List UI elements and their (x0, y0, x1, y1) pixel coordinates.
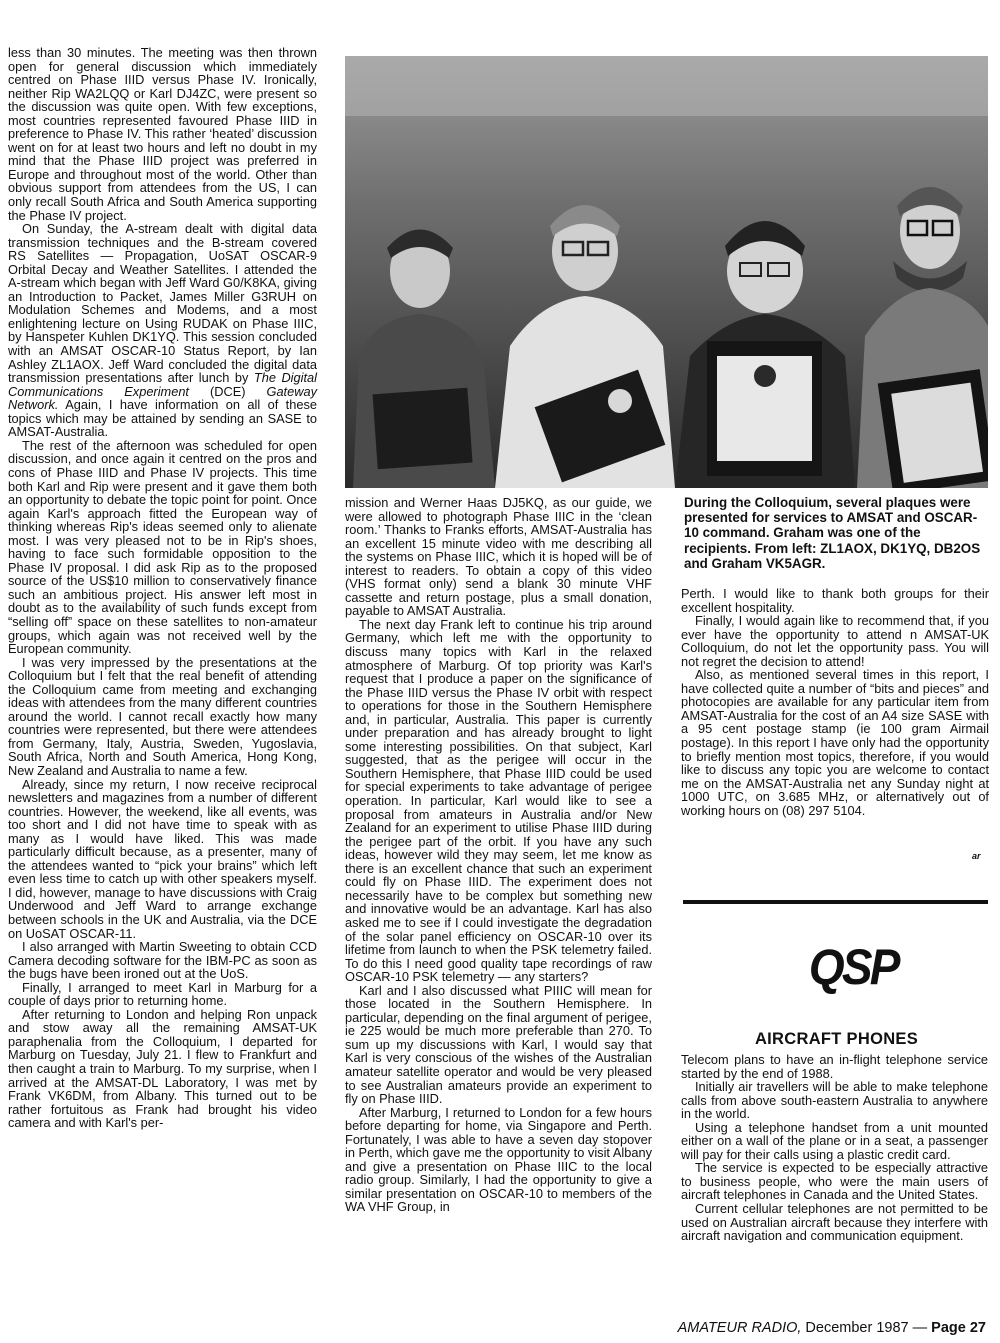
section-heading: AIRCRAFT PHONES (754, 1030, 919, 1048)
section-divider (683, 900, 988, 904)
article-end-mark: ar (972, 851, 981, 861)
paragraph: Also, as mentioned several times in this report, I have collected quite a number of “bits and pieces” and photocopies are available for any particular item from AMSAT-Australia for the cost of an A4 size SASE with a 95 cent postage stamp (ie 100 gram Airmail postage). In this report I have only had the opportunity to briefly mention most topics, therefore, if you would like to discuss any topic you are welcome to contact me on the AMSAT-Australia net any Sunday night at 1000 UTC, on 3.685 MHz, or alternatively out of working hours on (08) 297 5104. (681, 667, 989, 818)
qsp-logo: QSP (808, 939, 898, 995)
paragraph: After Marburg, I returned to London for a few hours before departing for home, via Singapore and Perth. Fortunately, I was able to have a seven day stopover in Perth, which gave me the opportunity to visit Albany and give a presentation on Phase IIIC to the local radio group. Similarly, I had the opportunity to give a similar presentation on OSCAR-10 to members of the WA VHF Group, in (345, 1104, 652, 1215)
paragraph: Using a telephone handset from a unit mounted either on a wall of the plane or in a seat, a passenger will pay for their calls using a plastic credit card. (681, 1119, 988, 1162)
paragraph: Telecom plans to have an in-flight telephone service started by the end of 1988. (681, 1052, 988, 1081)
issue-date: December 1987 — (801, 1320, 932, 1336)
paragraph: After returning to London and helping Ron unpack and stow away all the remaining AMSAT-UK paraphenalia from the Colloquium, I departed for Marburg on Tuesday, July 21. I flew to Frankfurt and then caught a train to Marburg. To my surprise, when I arrived at the AMSAT-DL Laboratory, I was met by Frank VK6DM, from Albany. This turned out to be rather fortuitous as Frank had brought his video camera and with Karl's per- (8, 1006, 317, 1131)
qsp-column (681, 1053, 988, 1243)
paragraph: Finally, I would again like to recommend that, if you ever have the opportunity to attend n AMSAT-UK Colloquium, do not let the opportunity pass. You will not regret the decision to attend! (681, 613, 989, 669)
paragraph: less than 30 minutes. The meeting was then thrown open for general discussion which immediately centred on Phase IIID versus Phase IV. Ironically, neither Rip WA2LQQ or Karl DJ4ZC, were present so the discussion was quite open. With few exceptions, most countries represented favoured Phase IIID in preference to Phase IV. This rather ‘heated’ discussion went on for at least two hours and left no doubt in my mind that the Phase IIID project was preferred in Europe and throughout most of the world. Other than obvious support from attendees from the US, I can only recall South Africa and South America supporting the Phase IV project. (8, 45, 317, 223)
paragraph: mission and Werner Haas DJ5KQ, as our guide, we were allowed to photograph Phase IIIC in the ‘clean room.’ Thanks to Franks efforts, AMSAT-Australia has an excellent 15 minute video with me describing all the systems on Phase IIIC, which it is hoped will be of interest to readers. To obtain a copy of this video (VHS format only) send a blank 30 minute VHF cassette and return postage, plus a small donation, payable to AMSAT Australia. (345, 495, 652, 619)
page-footer (678, 1320, 986, 1336)
paragraph: Karl and I also discussed what PIIIC will mean for those located in the Southern Hemisphere. In particular, depending on the final argument of perigee, ie 225 would be much more preferable than 270. To sum up my discussions with Karl, I would say that Karl is very conscious of the wishes of the Australian amateur satellite operator and would be very pleased to see Australian amateurs provide an experiment to fly on Phase IIID. (345, 982, 652, 1107)
photo-caption: During the Colloquium, several plaques were presented for services to AMSAT and OSCAR-10 command. Graham was one of the recipients. From left: ZL1AOX, DK1YQ, DB2OS and Graham VK5AGR. (684, 495, 981, 571)
photo-illustration (345, 56, 988, 488)
paragraph: Initially air travellers will be able to make telephone calls from above south-eastern Australia to anywhere in the world. (681, 1079, 988, 1122)
paragraph: Current cellular telephones are not permitted to be used on Australian aircraft because they interfere with aircraft navigation and communication equipment. (681, 1201, 988, 1244)
publication-name: AMATEUR RADIO, (677, 1320, 802, 1336)
paragraph: The rest of the afternoon was scheduled for open discussion, and once again it centred on the pros and cons of Phase IIID and Phase IV projects. This time both Karl and Rip were present and it gave them both an opportunity to debate the topic point for point. Once again Karl's approach fitted the European way of thinking whereas Rip's ideas seemed only to alienate most. I was very pleased not to be in Rip's shoes, having to face such formidable opposition to the Phase IV proposal. I did ask Rip as to the proposed source of the US$10 million to conservatively finance such an ambitious project. His answer left most in doubt as to the availability of such funds except from “selling off” space on these satellites to non-amateur groups, which again was not received well by the European community. (8, 437, 317, 657)
paragraph: Perth. I would like to thank both groups for their excellent hospitality. (681, 586, 989, 615)
italic-title: The Digital Communications Experiment (8, 370, 318, 399)
article-column-1 (8, 46, 317, 1130)
paragraph: Already, since my return, I now receive reciprocal newsletters and magazines from a number of different countries. However, the weekend, like all events, was too short and I did not have time to speak with as many as I would have liked. This was made particularly difficult because, as a presenter, many of the attendees wanted to “pick your brains” which left even less time to catch up with other speakers myself. I did, however, manage to have discussions with Craig Underwood and Jeff Ward to arrange exchange between schools in the UK and Australia, via the DCE on UoSAT OSCAR-11. (8, 776, 317, 941)
article-column-3 (681, 587, 989, 817)
paragraph: On Sunday, the A-stream dealt with digital data transmission techniques and the B-stream covered RS Satellites — Propagation, UoSAT OSCAR-9 Orbital Decay and Weather Satellites. I attended the A-stream which began with Jeff Ward G0/K8KA, giving an Introduction to Packet, James Miller G3RUH on Modulation Schemes and Modems, and a most enlightening lecture on Using RUDAK on Phase IIIC, by Hanspeter Kuhlen DK1YQ. This session concluded with an AMSAT OSCAR-10 Status Report, by Ian Ashley ZL1AOX. Jeff Ward concluded the digital data transmission presentations after lunch by The Digital Communications Experiment (DCE) Gateway Network. Again, I have information on all of these topics which may be attained by sending an SASE to AMSAT-Australia. (8, 221, 318, 440)
italic-title: Gateway Network. (8, 383, 317, 413)
page-number: Page 27 (931, 1320, 986, 1336)
paragraph: The next day Frank left to continue his trip around Germany, which left me with the opportunity to discuss many topics with Karl in the relaxed atmosphere of Marburg. Of top priority was Karl's request that I produce a paper on the significance of the Phase IIID versus the Phase IV orbit with respect to operations for those in the Southern Hemisphere and, in particular, Australia. This paper is currently under preparation and has already brought to light some interesting possibilities. On that subject, Karl suggested, that as the perigee will occur in the Southern Hemisphere, that Phase IIID could be used for special experiments to take advantage of perigee operation. In particular, Karl would like to see a proposal from amateurs in Australia and/or New Zealand for an experiment to utilise Phase IIID during the perigee part of the orbit. If you have any such ideas, however wild they may seem, let me know as there is an excellent chance that such an experiment could fly on Phase IIID. The experiment does not necessarily have to be complex but something new and innovative would be an advantage. Karl has also asked me to see if I could investigate the degradation of the solar panel efficiency on OSCAR-10 over its lifetime from launch to when the PSK telemetry failed. To do this I need good quality tape recordings of raw OSCAR-10 PSK telemetry — any starters? (345, 616, 652, 985)
paragraph: I also arranged with Martin Sweeting to obtain CCD Camera decoding software for the IBM-PC as soon as the bugs have been ironed out at the UoS. (8, 939, 317, 982)
paragraph: Finally, I arranged to meet Karl in Marburg for a couple of days prior to returning home. (8, 979, 317, 1009)
plaque-presentation-photo (345, 56, 988, 488)
article-column-2 (345, 496, 652, 1214)
paragraph: The service is expected to be especially attractive to business people, who were the main users of aircraft telephones in Canada and the United States. (681, 1160, 988, 1203)
paragraph: I was very impressed by the presentations at the Colloquium but I felt that the real benefit of attending the Colloquium came from meeting and exchanging ideas with attendees from the many different countries around the world. I cannot recall exactly how many countries were represented, but there were attendees from Germany, Italy, Austria, Sweden, Yugoslavia, South Africa, North and South America, Hong Kong, New Zealand and Australia to name a few. (8, 654, 317, 778)
